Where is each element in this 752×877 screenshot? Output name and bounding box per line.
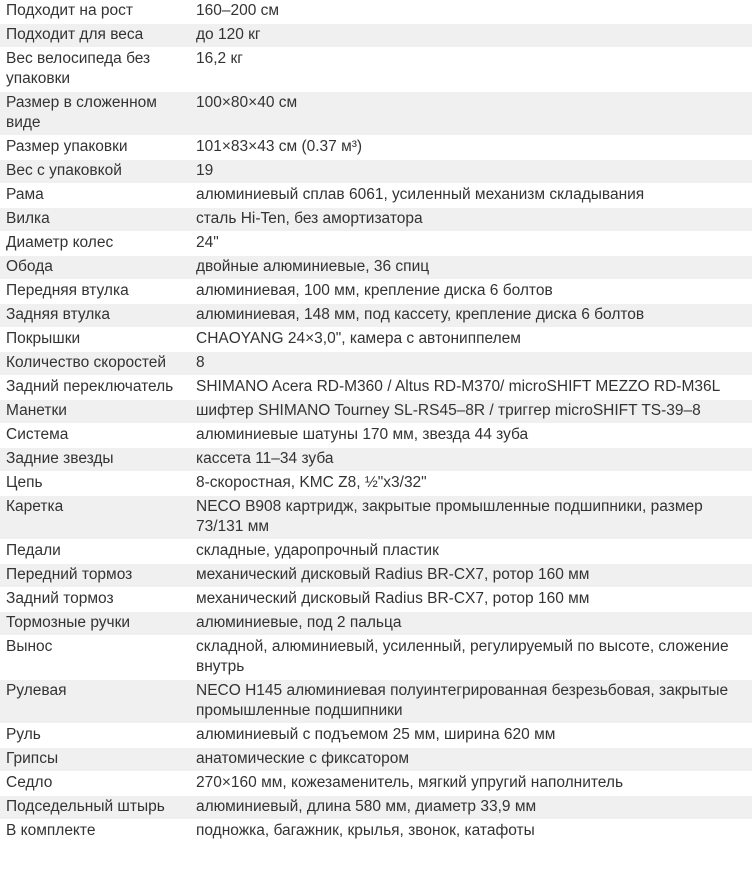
table-row [0,256,752,280]
spec-value: 8-скоростная, KMC Z8, ½"x3/32" [190,472,752,496]
spec-value: анатомические с фиксатором [190,748,752,772]
table-row [0,232,752,256]
table-row [0,796,752,820]
table-row [0,820,752,844]
spec-value: механический дисковый Radius BR-CX7, ротор 160 мм [190,564,752,588]
spec-value: алюминиевые шатуны 170 мм, звезда 44 зуба [190,424,752,448]
spec-value: 24" [190,232,752,256]
table-row [0,136,752,160]
spec-label: Система [0,424,190,448]
spec-value: 270×160 мм, кожезаменитель, мягкий упругий наполнитель [190,772,752,796]
spec-value: до 120 кг [190,24,752,48]
spec-label: Обода [0,256,190,280]
spec-label: Подходит на рост [0,0,190,24]
spec-label: Рулевая [0,680,190,724]
table-row [0,0,752,24]
spec-value: двойные алюминиевые, 36 спиц [190,256,752,280]
spec-value: складной, алюминиевый, усиленный, регулируемый по высоте, сложение внутрь [190,636,752,680]
table-row [0,612,752,636]
spec-value: 101×83×43 см (0.37 м³) [190,136,752,160]
table-row [0,588,752,612]
spec-label: Размер упаковки [0,136,190,160]
spec-value: механический дисковый Radius BR-CX7, ротор 160 мм [190,588,752,612]
spec-label: Педали [0,540,190,564]
table-row [0,400,752,424]
spec-value: 19 [190,160,752,184]
spec-value: 16,2 кг [190,48,752,92]
table-row [0,92,752,136]
table-row [0,564,752,588]
spec-value: алюминиевые, под 2 пальца [190,612,752,636]
spec-value: алюминиевый сплав 6061, усиленный механизм складывания [190,184,752,208]
table-row [0,724,752,748]
spec-value: подножка, багажник, крылья, звонок, катафоты [190,820,752,844]
spec-value: алюминиевый с подъемом 25 мм, ширина 620 мм [190,724,752,748]
spec-label: Подходит для веса [0,24,190,48]
spec-label: Количество скоростей [0,352,190,376]
spec-label: Каретка [0,496,190,540]
table-row [0,304,752,328]
spec-label: Руль [0,724,190,748]
spec-value: 160–200 см [190,0,752,24]
table-row [0,748,752,772]
spec-value: алюминиевая, 100 мм, крепление диска 6 болтов [190,280,752,304]
spec-label: Задние звезды [0,448,190,472]
spec-value: шифтер SHIMANO Tourney SL-RS45–8R / триггер microSHIFT TS-39–8 [190,400,752,424]
spec-value: алюминиевая, 148 мм, под кассету, крепление диска 6 болтов [190,304,752,328]
table-row [0,680,752,724]
spec-label: Задний переключатель [0,376,190,400]
table-row [0,328,752,352]
spec-label: Вес с упаковкой [0,160,190,184]
spec-label: Передняя втулка [0,280,190,304]
table-row [0,208,752,232]
spec-label: Рама [0,184,190,208]
spec-label: Тормозные ручки [0,612,190,636]
table-row [0,636,752,680]
table-row [0,540,752,564]
spec-label: Седло [0,772,190,796]
spec-value: складные, ударопрочный пластик [190,540,752,564]
spec-label: Цепь [0,472,190,496]
spec-label: Задний тормоз [0,588,190,612]
spec-label: Вилка [0,208,190,232]
spec-value: кассета 11–34 зуба [190,448,752,472]
spec-value: CHAOYANG 24×3,0", камера с автониппелем [190,328,752,352]
table-row [0,376,752,400]
table-row [0,772,752,796]
spec-label: Грипсы [0,748,190,772]
spec-label: Подседельный штырь [0,796,190,820]
spec-label: Вес велосипеда без упаковки [0,48,190,92]
table-row [0,496,752,540]
table-row [0,424,752,448]
spec-value: NECO H145 алюминиевая полуинтегрированная безрезьбовая, закрытые промышленные подшипники [190,680,752,724]
spec-label: В комплекте [0,820,190,844]
table-row [0,448,752,472]
spec-label: Передний тормоз [0,564,190,588]
spec-label: Манетки [0,400,190,424]
table-row [0,472,752,496]
spec-label: Размер в сложенном виде [0,92,190,136]
table-row [0,48,752,92]
spec-label: Задняя втулка [0,304,190,328]
spec-value: 8 [190,352,752,376]
table-row [0,24,752,48]
table-row [0,280,752,304]
spec-label: Вынос [0,636,190,680]
spec-label: Диаметр колес [0,232,190,256]
spec-value: SHIMANO Acera RD-M360 / Altus RD-M370/ microSHIFT MEZZO RD-M36L [190,376,752,400]
spec-label: Покрышки [0,328,190,352]
spec-value: NECO B908 картридж, закрытые промышленные подшипники, размер 73/131 мм [190,496,752,540]
spec-value: сталь Hi-Ten, без амортизатора [190,208,752,232]
table-row [0,160,752,184]
spec-value: алюминиевый, длина 580 мм, диаметр 33,9 мм [190,796,752,820]
table-row [0,352,752,376]
table-row [0,184,752,208]
spec-value: 100×80×40 см [190,92,752,136]
